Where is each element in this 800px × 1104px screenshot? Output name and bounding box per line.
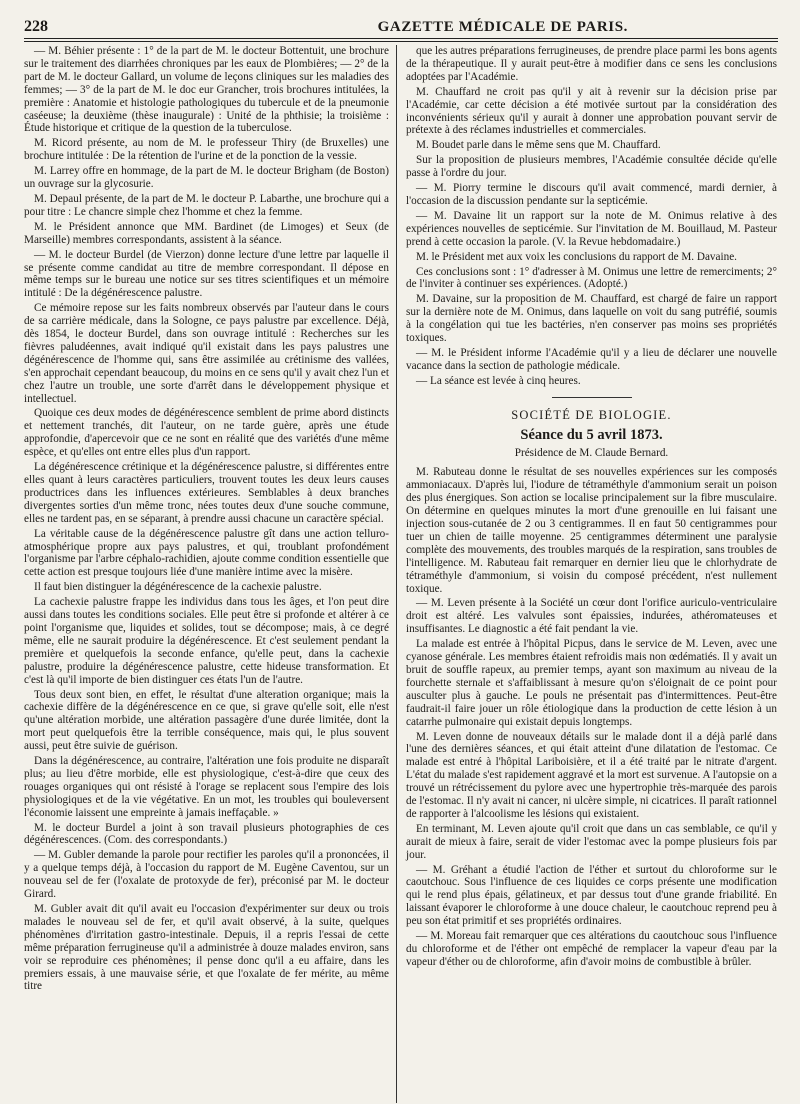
left-column bbox=[24, 45, 396, 1103]
paragraph: — M. Davaine lit un rapport sur la note de M. Onimus relative à des expériences nouvelles de septicémie. Sur l'invitation de M. Bouillaud, M. Pasteur prend à cette occasion la parole. (V. la Revue hebdomadaire.) bbox=[406, 209, 777, 248]
paragraph: La malade est entrée à l'hôpital Picpus, dans le service de M. Leven, avec une cyanose générale. Les membres étaient refroidis mais non œdématiés. Il y avait un bruit de souffle rapeux, au premier temps, ayant son maximum au niveau de la fourchette sternale et s'affaiblissant à mesure qu'on s'éloignait de ce point pour ausculter plus à gauche. Le pouls ne présentait pas d'intermittences. Peut-être faudrait-il faire jouer un rôle étiologique dans la production de cette lésion à un catarrhe pulmonaire qui existait depuis longtemps. bbox=[406, 638, 777, 728]
paragraph: — M. Leven présente à la Société un cœur dont l'orifice auriculo-ventriculaire droit est altéré. Les valvules sont épaissies, indurées, athéromateuses et insuffisantes. Le diagnostic a été fait pendant la vie. bbox=[406, 597, 777, 636]
paragraph: — M. le docteur Burdel (de Vierzon) donne lecture d'une lettre par laquelle il se présente comme candidat au titre de membre correspondant. Il dépose en même temps sur le bureau une notice sur ses titres scientifiques et un mémoire intitulé : De la dégénérescence palustre. bbox=[24, 248, 389, 300]
paragraph: — M. Béhier présente : 1° de la part de M. le docteur Bottentuit, une brochure sur le traitement des diarrhées chroniques par les eaux de Plombières; — 2° de la part de M. le docteur Gallard, un volume de leçons cliniques sur les maladies des femmes; — 3° de la part de M. le doc eur Grancher, trois brochures intitulées, la première : Anatomie et histologie pathologiques du tubercule et de la pneumonie caséeuse; la deuxième (thèse inaugurale) : Unité de la phthisie; la troisième : Étude historique et critique de la question de la tuberculose. bbox=[24, 45, 389, 135]
paragraph: M. Ricord présente, au nom de M. le professeur Thiry (de Bruxelles) une brochure intitulée : De la rétention de l'urine et de la ponction de la vessie. bbox=[24, 137, 389, 163]
paragraph: — M. Gréhant a étudié l'action de l'éther et surtout du chloroforme sur le caoutchouc. Sous l'influence de ces liquides ce corps présente une modification qui le rend plus épais, gélatineux, et par dessus tout d'une grande friabilité. En laissant évaporer le chloroforme à une douce chaleur, le caoutchouc reprend peu à peu son état primitif et ses propriétés ordinaires. bbox=[406, 863, 777, 928]
journal-title: GAZETTE MÉDICALE DE PARIS. bbox=[377, 19, 628, 35]
paragraph: M. Rabuteau donne le résultat de ses nouvelles expériences sur les composés ammoniacaux. D'après lui, l'iodure de tétraméthyle d'ammonium serait un poison des plus énergiques. Son action se localise principalement sur la fibre musculaire. On détermine en quelques minutes la mort d'une grenouille en lui faisant une injection sous-cutanée de 2 ou 3 centigrammes. Il en faut 50 centigrammes pour tuer un chien de taille moyenne. 25 centigrammes déterminent une paralysie complète des mouvements, des troubles marqués de la respiration, sans troubles de l'intelligence. M. Rabuteau fait remarquer en dernier lieu que le chlorhydrate de tétraméthyle d'ammonium, si voisin du composé précédent, n'est nullement toxique. bbox=[406, 466, 777, 595]
paragraph: Sur la proposition de plusieurs membres, l'Académie consultée décide qu'elle passe à l'ordre du jour. bbox=[406, 154, 777, 180]
paragraph: M. le Président annonce que MM. Bardinet (de Limoges) et Seux (de Marseille) membres correspondants, assistent à la séance. bbox=[24, 220, 389, 246]
header-rule bbox=[24, 41, 778, 42]
session-title: Séance du 5 avril 1873. bbox=[520, 426, 663, 443]
paragraph: M. Larrey offre en hommage, de la part de M. le docteur Brigham (de Boston) un ouvrage sur la glycosurie. bbox=[24, 165, 389, 191]
paragraph: M. Davaine, sur la proposition de M. Chauffard, est chargé de faire un rapport sur la dernière note de M. Onimus, dans laquelle on voit du sang putréfié, soumis à la congélation qui tue les bactéries, n'en conserver pas moins ses propriétés toxiques. bbox=[406, 293, 777, 345]
paragraph: M. Gubler avait dit qu'il avait eu l'occasion d'expérimenter sur deux ou trois malades le nouveau sel de fer, et qu'il avait observé, à la suite, quelques phénomènes d'irritation gastro-intestinale. Depuis, il a repris l'essai de cette même préparation ferrugineuse qu'il a administrée à douze malades environ, sans voir se reproduire ces phénomènes; il pense donc qu'il a eu affaire, dans les premiers essais, à une mauvaise série, et que l'oxalate de fer mérite, au même titre bbox=[24, 903, 389, 993]
paragraph: En terminant, M. Leven ajoute qu'il croit que dans un cas semblable, ce qu'il y aurait de mieux à faire, serait de vider l'estomac avec la pompe plusieurs fois par jour. bbox=[406, 822, 777, 861]
right-column bbox=[402, 45, 777, 1103]
paragraph: Dans la dégénérescence, au contraire, l'altération une fois produite ne disparaît plus; au lieu d'être morbide, elle est physiologique, c'est-à-dire que ceux des rouages organiques qui ont résisté à l'orage se replacent sous l'empire des lois physiologiques et de la vie végétative. En un mot, les troubles qui bouleversent l'économie laissent une empreinte à jamais ineffaçable. » bbox=[24, 755, 389, 819]
paragraph: La véritable cause de la dégénérescence palustre gît dans une action telluro-atmosphérique propre aux pays palustres, et qui, troublant profondément l'organisme par l'arbre céphalo-rachidien, ajoute comme condition essentielle que cette action est presque toujours liée d'une manière intime avec la misère. bbox=[24, 527, 389, 579]
text-columns bbox=[24, 45, 778, 1103]
paragraph: — M. le Président informe l'Académie qu'il y a lieu de déclarer une nouvelle vacance dans la section de pathologie médicale. bbox=[406, 346, 777, 372]
paragraph: M. le docteur Burdel a joint à son travail plusieurs photographies de ces dégénérescences. (Com. des correspondants.) bbox=[24, 821, 389, 847]
paragraph: — La séance est levée à cinq heures. bbox=[416, 374, 581, 387]
paragraph: M. Boudet parle dans le même sens que M. Chauffard. bbox=[416, 139, 661, 152]
page-header bbox=[24, 12, 778, 39]
paragraph: M. Depaul présente, de la part de M. le docteur P. Labarthe, une brochure qui a pour titre : Le chancre simple chez l'homme et chez la femme. bbox=[24, 192, 389, 218]
paragraph: La cachexie palustre frappe les individus dans tous les âges, et l'on peut dire aussi dans toutes les conditions sociales. Elle peut être si profonde et altérer à ce point l'organisme que, liquides et solides, tout se décompose; mais, à ce degré même, elle ne saurait produire la dégénérescence. Et c'est seulement pendant la première et quelquefois la seconde enfance, qu'elle peut, dans la cachexie palustre, produire la dégénérescence palustre, cette hideuse transformation. Et c'est là qu'il importe de bien distinguer ces états l'un de l'autre. bbox=[24, 596, 389, 686]
column-divider bbox=[396, 45, 397, 1103]
paragraph: M. le Président met aux voix les conclusions du rapport de M. Davaine. bbox=[416, 250, 737, 263]
academy-minutes-continued bbox=[406, 45, 777, 388]
society-heading: SOCIÉTÉ DE BIOLOGIE. bbox=[511, 407, 672, 422]
paragraph: M. Leven donne de nouveaux détails sur le malade dont il a déjà parlé dans l'une des dernières séances, et qui était atteint d'une dilatation de l'estomac. Ce malade est entré à l'hôpital Lariboisière, et il a été traité par le nitrate d'argent. L'état du malade s'est rapidement aggravé et la mort est survenue. A l'autopsie on a trouvé un rétrécissement du pylore avec une hypertrophie très-marquée des parois de l'estomac. Il n'y avait ni cancer, ni ulcère simple, ni cicatrices. Il paraît rationnel de rapporter à l'alcoolisme les lésions qui existaient. bbox=[406, 730, 777, 820]
paragraph: Quoique ces deux modes de dégénérescence semblent de prime abord distincts et nettement tranchés, dit l'auteur, on ne tarde guère, après une étude approfondie, d'apercevoir que ce ne sont en réalité que des variétés d'une même espèce, et qu'elles ont entre elles plus d'un rapport. bbox=[24, 407, 389, 459]
paragraph: Ce mémoire repose sur les faits nombreux observés par l'auteur dans le cours de sa carrière médicale, dans la Sologne, ce pays palustre par excellence. Déjà, dès 1854, le docteur Burdel, dans son ouvrage intitulé : Recherches sur les fièvres paludéennes, avait indiqué qu'il existait dans les pays palustres une dégénérescence de l'homme qui, sans être assimilée au crétinisme des vallées, s'en approchait cependant beaucoup, du moins en ce sens qu'il y avait chez l'un et chez l'autre un trouble, une sorte d'arrêt dans le développement physique et intellectuel. bbox=[24, 302, 389, 405]
paragraph: Il faut bien distinguer la dégénérescence de la cachexie palustre. bbox=[34, 581, 322, 594]
paragraph: — M. Piorry termine le discours qu'il avait commencé, mardi dernier, à l'occasion de la discussion pendante sur la septicémie. bbox=[406, 182, 777, 207]
paragraph: M. Chauffard ne croit pas qu'il y ait à revenir sur la décision prise par l'Académie, car cette décision a été motivée surtout par la considération des inconvénients sérieux qu'il y aurait à donner une approbation pouvant servir de prétexte à des réclames industrielles et commerciales. bbox=[406, 85, 777, 137]
paragraph: La dégénérescence crétinique et la dégénérescence palustre, si différentes entre elles quant à leurs caractères particuliers, trouvent toutes les deux leurs causes productrices dans les influences extérieures. Semblables à deux branches divergentes sorties d'un même tronc, nées toutes deux d'une souche commune, elles ne tardent pas, en se séparant, à prendre aussi chacune un caractère spécial. bbox=[24, 461, 389, 525]
society-minutes bbox=[406, 466, 777, 968]
paragraph: — M. Gubler demande la parole pour rectifier les paroles qu'il a prononcées, il y a quelque temps déjà, à l'occasion du rapport de M. Eugène Caventou, sur un nouveau sel de fer (l'oxalate de protoxyde de fer), préconisé par M. le docteur Girard. bbox=[24, 849, 389, 901]
paragraph: — M. Moreau fait remarquer que ces altérations du caoutchouc sous l'influence du chloroforme et de l'éther ont empêché de remplacer la vapeur d'eau par la vapeur d'éther ou de chloroforme, afin d'avoir moins de combustible à brûler. bbox=[406, 930, 777, 968]
paragraph: Tous deux sont bien, en effet, le résultat d'une alteration organique; mais la cachexie diffère de la dégénérescence en ce que, si grave qu'elle soit, elle n'est qu'une altération morbide, une altération passagère d'une durée limitée, dont la mort peut quelquefois être la terrible conséquence, mais qui, le plus souvent aussi, peut être suivie de guérison. bbox=[24, 688, 389, 753]
presidency-line: Présidence de M. Claude Bernard. bbox=[514, 447, 669, 460]
paragraph: que les autres préparations ferrugineuses, de prendre place parmi les bons agents de la thérapeutique. Il y aurait peut-être à modifier dans ce sens les conclusions adoptées par l'Académie. bbox=[406, 45, 777, 83]
section-separator bbox=[552, 397, 632, 398]
paragraph: Ces conclusions sont : 1° d'adresser à M. Onimus une lettre de remerciments; 2° de l'inviter à continuer ses expériences. (Adopté.) bbox=[406, 265, 777, 291]
page-number: 228 bbox=[24, 18, 48, 35]
